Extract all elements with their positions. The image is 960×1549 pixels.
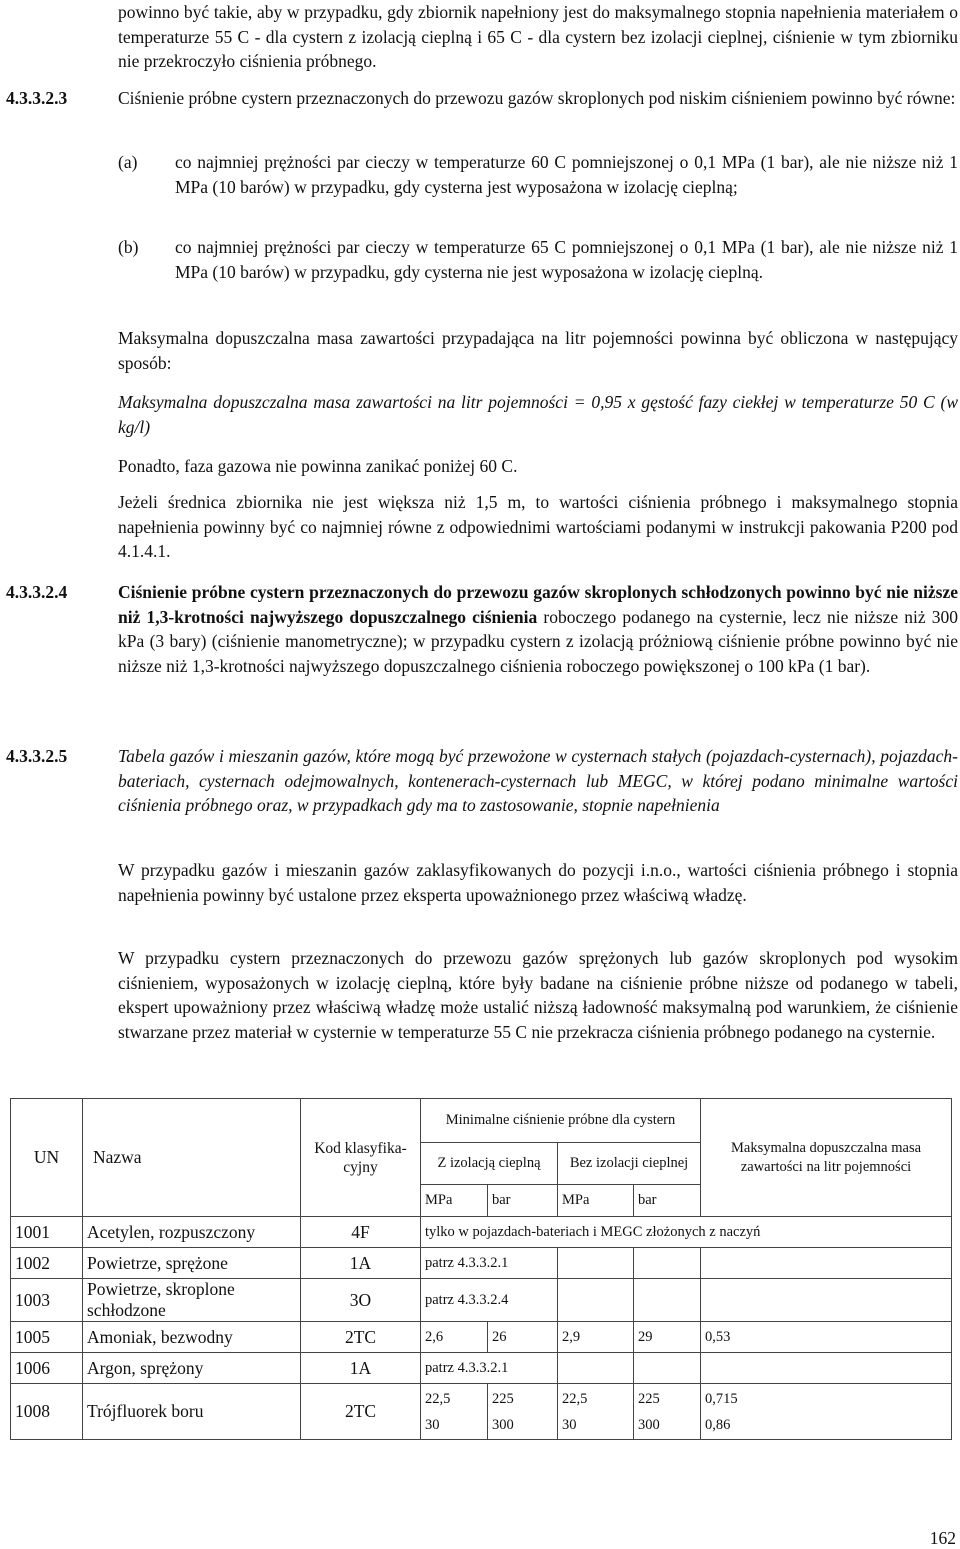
gas-phase-paragraph: Ponadto, faza gazowa nie powinna zanikać poniżej 60 C.: [118, 456, 518, 476]
section-number-4-3-3-2-4: 4.3.3.2.4: [6, 582, 68, 602]
section-4-3-3-2-3-lead: Ciśnienie próbne cystern przeznaczonych do przewozu gazów skroplonych pod niskim ciśnieniem powinno być równe:: [118, 88, 956, 108]
max-mass-paragraph: Maksymalna dopuszczalna masa zawartości przypadająca na litr pojemności powinna być obliczona w następujący sposób:: [118, 328, 958, 373]
cell-bar-1: [488, 1384, 558, 1440]
cell-code: 3O: [301, 1279, 421, 1322]
header-name: Nazwa: [83, 1099, 301, 1217]
header-max-mass: Maksymalna dopuszczalna masa zawartości na litr pojemności: [701, 1099, 952, 1217]
header-code: Kod klasyfika-cyjny: [301, 1099, 421, 1217]
cell-un: 1005: [11, 1322, 83, 1353]
cell-empty: [634, 1279, 701, 1322]
section-number-4-3-3-2-5: 4.3.3.2.5: [6, 746, 68, 766]
value-a: 225: [492, 1390, 514, 1407]
item-a-text: co najmniej prężności par cieczy w temperaturze 60 C pomniejszonej o 0,1 MPa (1 bar), ale nie niższe niż 1 MPa (10 barów) w przypadku, gdy cysterna jest wyposażona w izolację cieplną;: [175, 152, 958, 197]
cell-empty: [634, 1353, 701, 1384]
section-number-4-3-3-2-3: 4.3.3.2.3: [6, 88, 68, 108]
cell-un: 1003: [11, 1279, 83, 1322]
value-a: 22,5: [562, 1390, 588, 1407]
header-with-insulation: Z izolacją cieplną: [421, 1143, 558, 1185]
cell-note: patrz 4.3.3.2.1: [421, 1248, 558, 1279]
table-row: [11, 1384, 952, 1440]
cell-empty: [701, 1353, 952, 1384]
cell-bar-1: 26: [488, 1322, 558, 1353]
cell-code: 4F: [301, 1217, 421, 1248]
cell-name: Amoniak, bezwodny: [83, 1322, 301, 1353]
item-b-text: co najmniej prężności par cieczy w temperaturze 65 C pomniejszonej o 0,1 MPa (1 bar), ale nie niższe niż 1 MPa (10 barów) w przypadku, gdy cysterna nie jest wyposażona w izolację cieplną.: [175, 237, 958, 282]
cell-un: 1002: [11, 1248, 83, 1279]
cell-note: patrz 4.3.3.2.1: [421, 1353, 558, 1384]
cell-mpa-2: 2,9: [558, 1322, 634, 1353]
value-b: 300: [492, 1416, 514, 1433]
value-a: 22,5: [425, 1390, 451, 1407]
value-b: 0,86: [705, 1416, 731, 1433]
header-bar-1: bar: [488, 1185, 558, 1217]
cell-mpa-1: [421, 1384, 488, 1440]
cell-empty: [558, 1353, 634, 1384]
cell-max: 0,53: [701, 1322, 952, 1353]
header-without-insulation: Bez izolacji cieplnej: [558, 1143, 701, 1185]
table-row: [11, 1279, 952, 1322]
cell-empty: [701, 1248, 952, 1279]
cell-note: tylko w pojazdach-bateriach i MEGC złożonych z naczyń: [421, 1217, 952, 1248]
section-4-3-3-2-4-rest: roboczego podanego na cysternie, lecz nie niższe niż 300 kPa (3 bary) (ciśnienie manometryczne); w przypadku cystern z izolacją próżniową ciśnienie próbne powinno być nie niższe niż 1,3-krotności najwyższego dopuszczalnego ciśnienia roboczego powiększonej o 100 kPa (1 bar).: [118, 606, 958, 676]
section-4-3-3-2-4-text: [118, 580, 958, 678]
value-a: 0,715: [705, 1390, 738, 1407]
cell-note: patrz 4.3.3.2.4: [421, 1279, 558, 1322]
header-min-pressure: Minimalne ciśnienie próbne dla cystern: [421, 1099, 701, 1143]
header-mpa-1: MPa: [421, 1185, 488, 1217]
cell-un: 1001: [11, 1217, 83, 1248]
cell-name: Powietrze, sprężone: [83, 1248, 301, 1279]
cell-bar-2: [634, 1384, 701, 1440]
header-bar-2: bar: [634, 1185, 701, 1217]
cell-name: Acetylen, rozpuszczony: [83, 1217, 301, 1248]
cell-empty: [558, 1248, 634, 1279]
cell-empty: [701, 1279, 952, 1322]
cell-empty: [634, 1248, 701, 1279]
item-b-label: (b): [118, 237, 139, 257]
cell-code: 2TC: [301, 1384, 421, 1440]
value-b: 30: [562, 1416, 577, 1433]
value-b: 300: [638, 1416, 660, 1433]
cell-code: 1A: [301, 1353, 421, 1384]
table-row: [11, 1322, 952, 1353]
table-row: [11, 1217, 952, 1248]
value-b: 30: [425, 1416, 440, 1433]
intro-paragraph: powinno być takie, aby w przypadku, gdy zbiornik napełniony jest do maksymalnego stopnia napełnienia materiałem o temperaturze 55 C - dla cystern z izolacją cieplną i 65 C - dla cystern bez izolacji cieplnej, ciśnienie w tym zbiorniku nie przekroczyło ciśnienia próbnego.: [118, 2, 958, 72]
cell-empty: [558, 1279, 634, 1322]
header-mpa-2: MPa: [558, 1185, 634, 1217]
cell-bar-2: 29: [634, 1322, 701, 1353]
cell-name: Argon, sprężony: [83, 1353, 301, 1384]
cell-name: Powietrze, skroplone schłodzone: [83, 1279, 301, 1322]
value-a: 225: [638, 1390, 660, 1407]
gas-table: [10, 1098, 952, 1440]
page-number: 162: [929, 1528, 956, 1548]
cell-un: 1008: [11, 1384, 83, 1440]
section-4-3-3-2-5-title: Tabela gazów i mieszanin gazów, które mogą być przewożone w cysternach stałych (pojazdach-cysternach), pojazdach-bateriach, cysternach odejmowalnych, kontenerach-cysternach lub MEGC, w której podano minimalne wartości ciśnienia próbnego oraz, w przypadkach gdy ma to zastosowanie, stopnie napełnienia: [118, 746, 958, 816]
cell-name: Trójfluorek boru: [83, 1384, 301, 1440]
cell-mpa-2: [558, 1384, 634, 1440]
insulated-tanks-paragraph: W przypadku cystern przeznaczonych do przewozu gazów sprężonych lub gazów skroplonych pod wysokim ciśnieniem, wyposażonych w izolację cieplną, które były badane na ciśnienie próbne niższe od podanego w tabeli, ekspert upoważniony przez właściwą władzę może ustalić niższą ładowność maksymalną pod warunkiem, że ciśnienie stwarzane przez materiał w cysternie w temperaturze 55 C nie przekracza ciśnienia próbnego podanego na cysternie.: [118, 948, 958, 1042]
max-mass-formula: Maksymalna dopuszczalna masa zawartości na litr pojemności = 0,95 x gęstość fazy ciekłej w temperaturze 50 C (w kg/l): [118, 392, 958, 437]
cell-mpa-1: 2,6: [421, 1322, 488, 1353]
cell-code: 1A: [301, 1248, 421, 1279]
table-row: [11, 1248, 952, 1279]
n-o-s-paragraph: W przypadku gazów i mieszanin gazów zaklasyfikowanych do pozycji i.n.o., wartości ciśnienia próbnego i stopnia napełnienia powinny być ustalone przez eksperta upoważnionego przez właściwą władzę.: [118, 860, 958, 905]
section-4-3-3-2-4-bold: Ciśnienie próbne cystern przeznaczonych do przewozu gazów skroplonych schłodzonych powinno być nie niższe niż 1,3-krotności najwyższego dopuszczalnego ciśnienia: [118, 582, 958, 627]
header-un: UN: [11, 1099, 83, 1217]
item-a-label: (a): [118, 152, 138, 172]
cell-max: [701, 1384, 952, 1440]
table-row: [11, 1353, 952, 1384]
cell-code: 2TC: [301, 1322, 421, 1353]
diameter-paragraph: Jeżeli średnica zbiornika nie jest większa niż 1,5 m, to wartości ciśnienia próbnego i maksymalnego stopnia napełnienia powinny być co najmniej równe z odpowiednimi wartościami podanymi w instrukcji pakowania P200 pod 4.1.4.1.: [118, 492, 958, 562]
cell-un: 1006: [11, 1353, 83, 1384]
